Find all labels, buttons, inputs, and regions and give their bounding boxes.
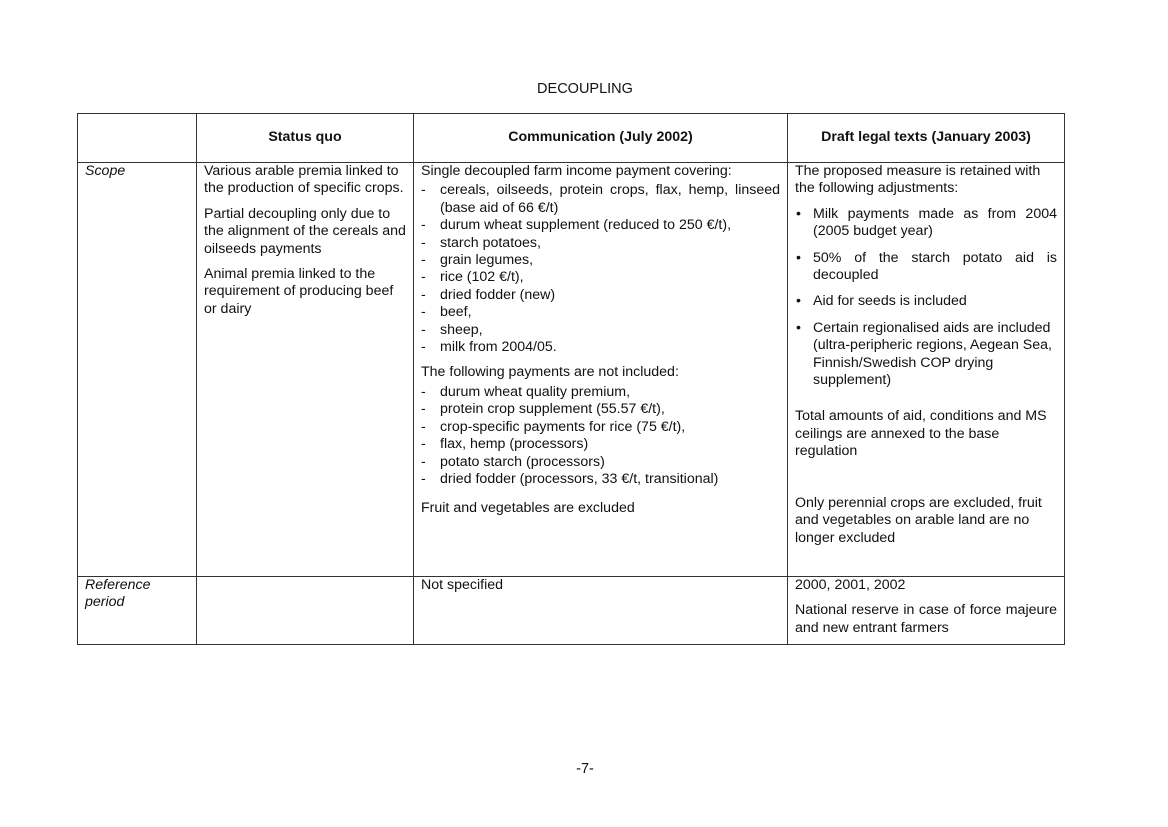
table-row-reference-period [78, 577, 1065, 645]
covered-payments-list [421, 182, 780, 356]
draft-perennial-note: Only perennial crops are excluded, fruit and vegetables on arable land are no longer excluded [795, 494, 1042, 546]
list-item: - protein crop supplement (55.57 €/t), [421, 401, 780, 418]
page-number: -7- [576, 761, 594, 777]
row-label-reference-period: Reference period [78, 577, 197, 645]
scope-draft-cell [788, 163, 1065, 577]
national-reserve-note: National reserve in case of force majeure and new entrant farmers [795, 602, 1057, 636]
header-draft-legal-texts: Draft legal texts (January 2003) [788, 114, 1065, 163]
not-included-intro: The following payments are not included: [421, 364, 679, 381]
list-item: • Certain regionalised aids are included (ultra-peripheric regions, Aegean Sea, Finnish/Swedish COP drying supplement) [795, 320, 1057, 390]
reference-draft-cell [788, 577, 1065, 645]
list-item: - crop-specific payments for rice (75 €/t), [421, 419, 780, 436]
list-item: - durum wheat supplement (reduced to 250 €/t), [421, 217, 780, 234]
list-item: - sheep, [421, 322, 780, 339]
reference-years: 2000, 2001, 2002 [795, 577, 906, 593]
reference-status-quo-cell [197, 577, 414, 645]
list-item: - dried fodder (new) [421, 287, 780, 304]
list-item: - cereals, oilseeds, protein crops, flax, hemp, linseed (base aid of 66 €/t) [421, 182, 780, 217]
list-item: - potato starch (processors) [421, 454, 780, 471]
list-item: • Milk payments made as from 2004 (2005 budget year) [795, 206, 1057, 241]
draft-intro: The proposed measure is retained with the following adjustments: [795, 163, 1041, 197]
status-quo-paragraph: Various arable premia linked to the production of specific crops. [204, 163, 404, 197]
scope-communication-cell [414, 163, 788, 577]
decoupling-table [77, 113, 1065, 645]
draft-totals-note: Total amounts of aid, conditions and MS ceilings are annexed to the base regulation [795, 408, 1047, 460]
reference-communication-cell: Not specified [414, 577, 788, 645]
scope-status-quo-cell [197, 163, 414, 577]
list-item: - milk from 2004/05. [421, 339, 780, 356]
not-included-payments-list [421, 384, 780, 488]
list-item: - dried fodder (processors, 33 €/t, transitional) [421, 471, 780, 488]
list-item: - starch potatoes, [421, 235, 780, 252]
header-status-quo: Status quo [197, 114, 414, 163]
table-row-scope [78, 163, 1065, 577]
row-label-scope: Scope [78, 163, 197, 577]
header-communication: Communication (July 2002) [414, 114, 788, 163]
adjustments-list [795, 206, 1057, 390]
list-item: • 50% of the starch potato aid is decoupled [795, 250, 1057, 285]
list-item: • Aid for seeds is included [795, 293, 1057, 310]
fruit-vegetables-note: Fruit and vegetables are excluded [421, 500, 635, 517]
list-item: - durum wheat quality premium, [421, 384, 780, 401]
communication-intro: Single decoupled farm income payment covering: [421, 163, 732, 179]
status-quo-paragraph: Animal premia linked to the requirement of producing beef or dairy [204, 266, 394, 317]
table-header-row [78, 114, 1065, 163]
list-item: - grain legumes, [421, 252, 780, 269]
status-quo-paragraph: Partial decoupling only due to the alignment of the cereals and oilseeds payments [204, 205, 406, 257]
page-title: DECOUPLING [537, 81, 633, 97]
list-item: - rice (102 €/t), [421, 269, 780, 286]
list-item: - flax, hemp (processors) [421, 436, 780, 453]
list-item: - beef, [421, 304, 780, 321]
header-empty [78, 114, 197, 163]
